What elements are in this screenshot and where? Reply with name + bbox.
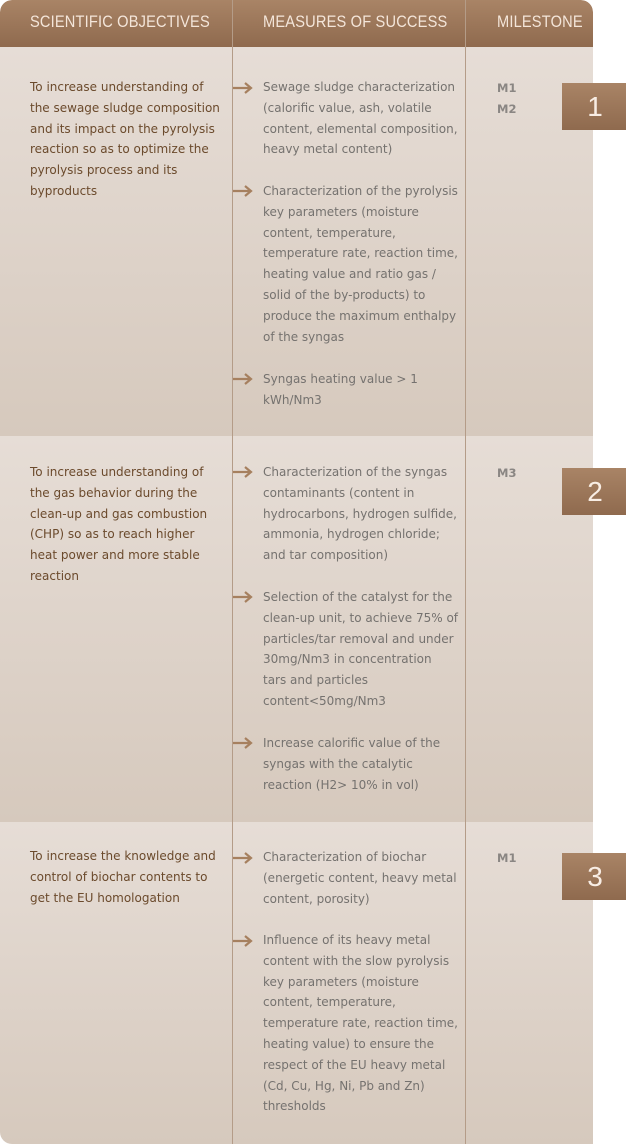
milestone-code: M1: [497, 81, 517, 95]
measure-item: Influence of its heavy metal content with the slow pyrolysis key parameters (moisture content, temperature, temperature rate, reaction time, heating value) to ensure the respect of the EU heavy metal (Cd, Cu, Hg, Ni, Pb and Zn) thresholds: [263, 933, 458, 1114]
milestone-code: M3: [497, 466, 517, 480]
arrow-right-icon: [232, 372, 254, 386]
arrow-right-icon: [232, 81, 254, 95]
column-divider: [465, 0, 466, 1144]
measure-item: Selection of the catalyst for the clean-up unit, to achieve 75% of particles/tar removal and under 30mg/Nm3 in concentration tars and particles content<50mg/Nm3: [263, 590, 459, 708]
section-2: [0, 436, 593, 822]
milestone-code: M2: [497, 101, 517, 116]
header-milestone: MILESTONE: [497, 12, 583, 31]
header-measures-of-success: MEASURES OF SUCCESS: [263, 12, 448, 31]
section-number-badge: 2: [562, 468, 626, 515]
milestone-list: [497, 78, 516, 120]
measure-item: Characterization of biochar (energetic content, heavy metal content, porosity): [263, 850, 457, 906]
arrow-right-icon: [232, 184, 254, 198]
measure-item: Increase calorific value of the syngas with the catalytic reaction (H2> 10% in vol): [263, 736, 441, 792]
section-1: [0, 47, 593, 436]
measure-item: Sewage sludge characterization (calorific value, ash, volatile content, elemental composition, heavy metal content): [263, 80, 458, 157]
section-number-badge: 3: [562, 853, 626, 900]
milestone-code: M1: [497, 851, 517, 865]
milestone-list: [497, 848, 516, 869]
section-number-badge: 1: [562, 83, 626, 130]
arrow-right-icon: [232, 736, 254, 750]
column-divider: [232, 0, 233, 1144]
measure-item: Characterization of the pyrolysis key parameters (moisture content, temperature, temperature rate, reaction time, heating value and ratio gas / solid of the by-products) to produce the maximum enthalpy of the syngas: [263, 184, 458, 344]
measure-item: Syngas heating value > 1 kWh/Nm3: [263, 372, 418, 407]
arrow-right-icon: [232, 590, 254, 604]
arrow-right-icon: [232, 851, 254, 865]
arrow-right-icon: [232, 934, 254, 948]
objective-text: To increase understanding of the gas behavior during the clean-up and gas combustion (CHP) so as to reach higher heat power and more stable reaction: [30, 465, 208, 583]
measure-item: Characterization of the syngas contaminants (content in hydrocarbons, hydrogen sulfide, ammonia, hydrogen chloride; and tar composition): [263, 465, 457, 563]
section-3: [0, 822, 593, 1144]
arrow-right-icon: [232, 465, 254, 479]
table-header: [0, 0, 593, 47]
objective-text: To increase understanding of the sewage sludge composition and its impact on the pyrolysis reaction so as to optimize the pyrolysis process and its byproducts: [30, 80, 220, 198]
objective-text: To increase the knowledge and control of biochar contents to get the EU homologation: [30, 849, 216, 905]
milestone-list: [497, 463, 516, 484]
header-scientific-objectives: SCIENTIFIC OBJECTIVES: [30, 12, 210, 31]
